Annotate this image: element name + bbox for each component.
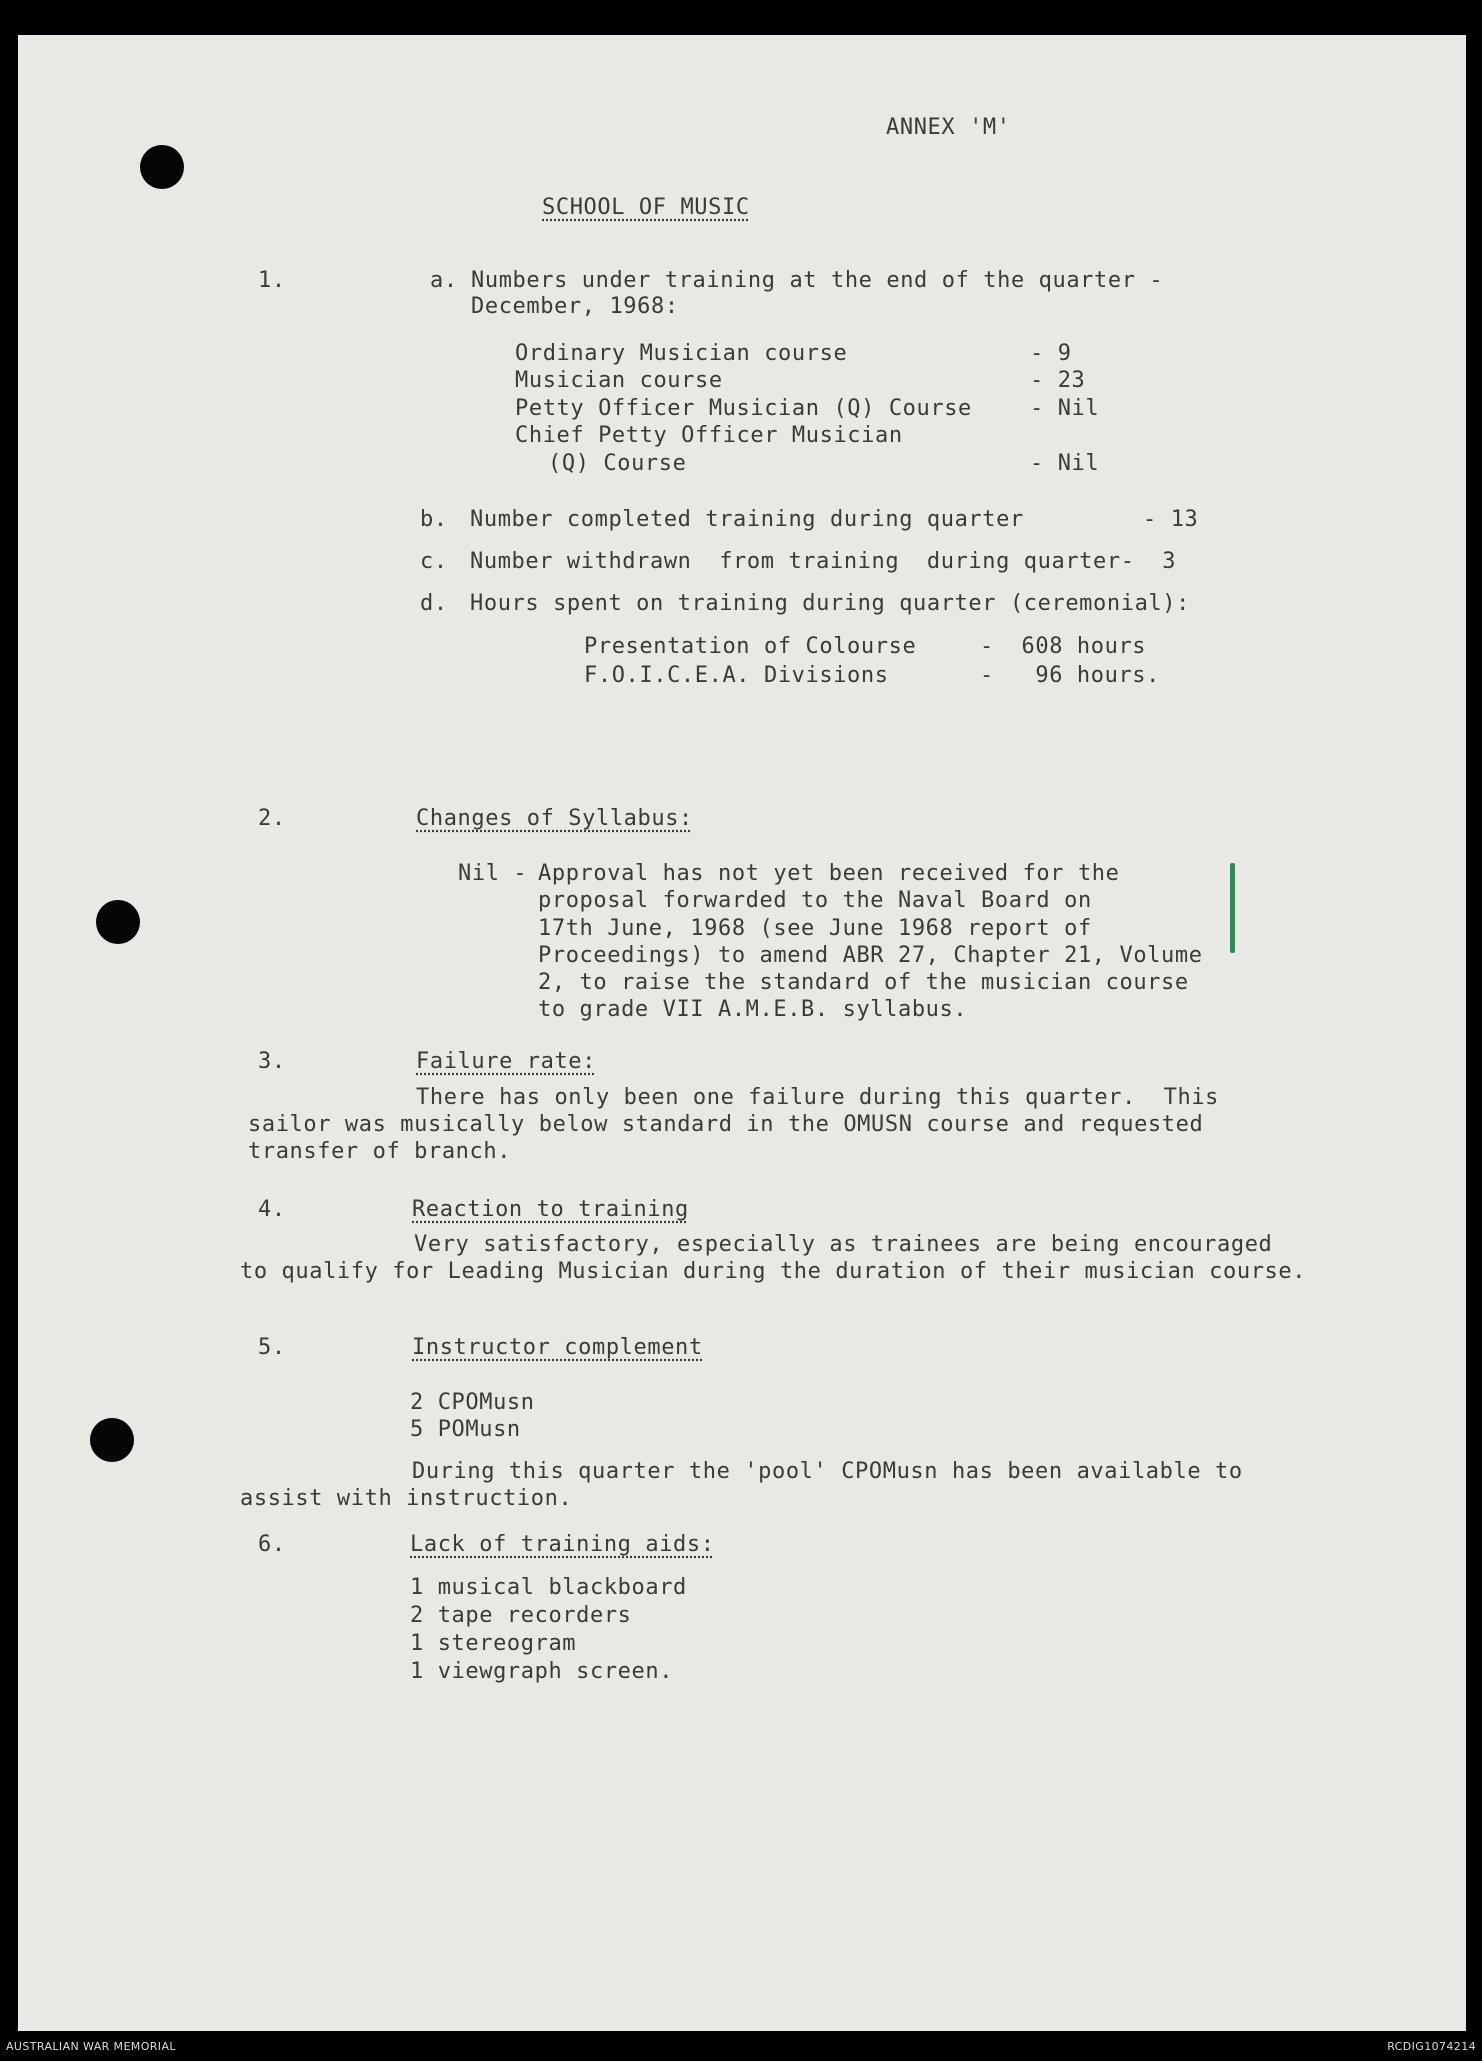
course-name: Musician course xyxy=(515,368,723,393)
aid-item: 1 stereogram xyxy=(410,1631,577,1656)
annex-label: ANNEX 'M' xyxy=(886,115,1011,140)
instructor-line: assist with instruction. xyxy=(240,1486,573,1511)
item-a-text: Numbers under training at the end of the quarter - xyxy=(471,268,1164,293)
hours-name: F.O.I.C.E.A. Divisions xyxy=(584,663,889,688)
syllabus-line: proposal forwarded to the Naval Board on xyxy=(538,888,1092,913)
item-c-label: c. xyxy=(420,549,448,574)
section-6-heading: Lack of training aids: xyxy=(410,1532,715,1557)
nil-lead: Nil - xyxy=(458,861,528,886)
aid-item: 1 viewgraph screen. xyxy=(410,1659,674,1684)
reaction-line: to qualify for Leading Musician during the duration of their musician course. xyxy=(240,1259,1307,1284)
hours-value: - 96 hours. xyxy=(980,663,1160,688)
item-d-label: d. xyxy=(420,591,448,616)
section-4-heading: Reaction to training xyxy=(412,1197,689,1222)
failure-line: transfer of branch. xyxy=(248,1139,512,1164)
syllabus-line: Proceedings) to amend ABR 27, Chapter 21, Volume xyxy=(538,943,1203,968)
course-value: - Nil xyxy=(1030,396,1100,421)
item-b-text: Number completed training during quarter xyxy=(470,507,1024,532)
punch-hole-top xyxy=(140,145,184,189)
item-b-label: b. xyxy=(420,507,448,532)
section-2-heading: Changes of Syllabus: xyxy=(416,806,693,831)
section-5-number: 5. xyxy=(258,1335,286,1360)
reaction-line: Very satisfactory, especially as trainees are being encouraged xyxy=(414,1232,1273,1257)
punch-hole-bottom xyxy=(90,1418,134,1462)
aid-item: 2 tape recorders xyxy=(410,1603,632,1628)
item-a-label: a. xyxy=(430,268,458,293)
section-5-heading: Instructor complement xyxy=(412,1335,703,1360)
staff-item: 2 CPOMusn xyxy=(410,1390,535,1415)
green-margin-mark xyxy=(1230,863,1235,953)
course-name: Ordinary Musician course xyxy=(515,341,848,366)
item-b-value: - 13 xyxy=(1143,507,1199,532)
failure-line: sailor was musically below standard in the OMUSN course and requested xyxy=(248,1112,1204,1137)
item-c-text: Number withdrawn from training during quarter- 3 xyxy=(470,549,1177,574)
section-1-number: 1. xyxy=(258,268,286,293)
section-3-number: 3. xyxy=(258,1049,286,1074)
staff-item: 5 POMusn xyxy=(410,1417,521,1442)
section-3-heading: Failure rate: xyxy=(416,1049,596,1074)
item-d-text: Hours spent on training during quarter (ceremonial): xyxy=(470,591,1190,616)
page-title: SCHOOL OF MUSIC xyxy=(542,195,750,220)
footer-id: RCDIG1074214 xyxy=(1387,2040,1476,2053)
item-a-text-2: December, 1968: xyxy=(471,294,679,319)
section-2-number: 2. xyxy=(258,806,286,831)
course-value: - 9 xyxy=(1030,341,1072,366)
syllabus-line: 17th June, 1968 (see June 1968 report of xyxy=(538,916,1092,941)
course-value: - 23 xyxy=(1030,368,1086,393)
failure-line: There has only been one failure during this quarter. This xyxy=(416,1085,1220,1110)
course-name: Chief Petty Officer Musician xyxy=(515,423,903,448)
document-page xyxy=(18,35,1466,2031)
section-4-number: 4. xyxy=(258,1197,286,1222)
course-value: - Nil xyxy=(1030,451,1100,476)
instructor-line: During this quarter the 'pool' CPOMusn has been available to xyxy=(412,1459,1243,1484)
footer-source: AUSTRALIAN WAR MEMORIAL xyxy=(6,2040,176,2053)
punch-hole-middle xyxy=(96,900,140,944)
course-name: (Q) Course xyxy=(548,451,687,476)
hours-name: Presentation of Colourse xyxy=(584,634,917,659)
hours-value: - 608 hours xyxy=(980,634,1147,659)
section-6-number: 6. xyxy=(258,1532,286,1557)
course-name: Petty Officer Musician (Q) Course xyxy=(515,396,972,421)
syllabus-line: 2, to raise the standard of the musician course xyxy=(538,970,1189,995)
syllabus-line: Approval has not yet been received for the xyxy=(538,861,1120,886)
aid-item: 1 musical blackboard xyxy=(410,1575,687,1600)
syllabus-line: to grade VII A.M.E.B. syllabus. xyxy=(538,997,968,1022)
